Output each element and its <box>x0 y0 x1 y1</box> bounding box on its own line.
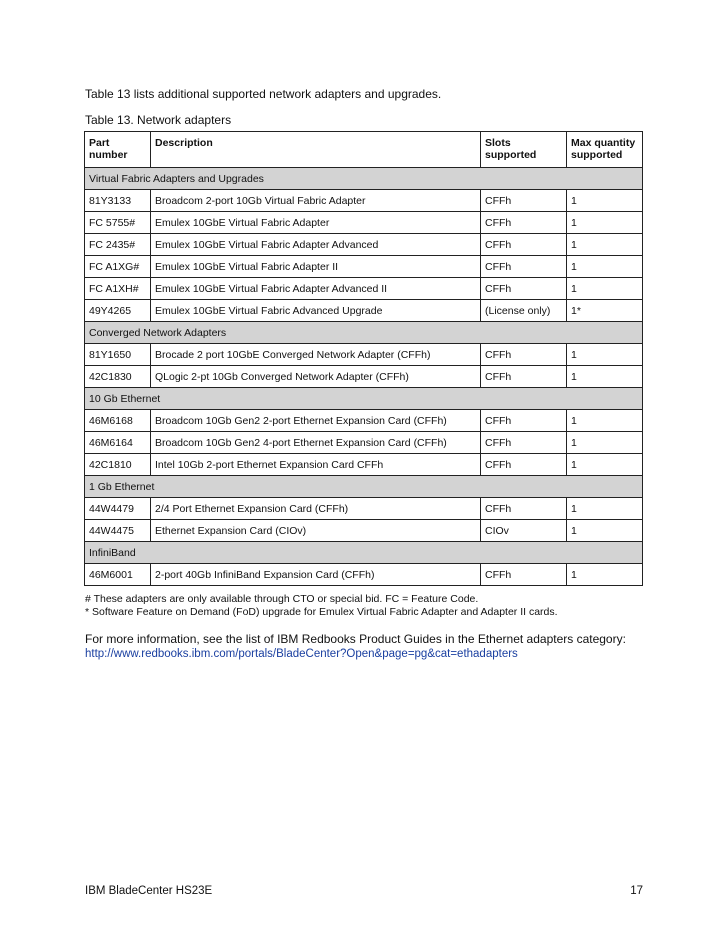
table-row <box>85 520 643 542</box>
cell-max-quantity: 1 <box>567 410 643 432</box>
cell-part-number: 46M6168 <box>85 410 151 432</box>
section-header-row <box>85 476 643 498</box>
more-info-text: For more information, see the list of IBM Redbooks Product Guides in the Ethernet adapters category: <box>85 632 626 646</box>
more-info <box>85 632 626 661</box>
cell-slots: CFFh <box>481 278 567 300</box>
cell-description: Brocade 2 port 10GbE Converged Network Adapter (CFFh) <box>151 344 481 366</box>
cell-max-quantity: 1 <box>567 212 643 234</box>
header-description: Description <box>151 132 481 168</box>
cell-part-number: FC 2435# <box>85 234 151 256</box>
cell-description: Intel 10Gb 2-port Ethernet Expansion Card CFFh <box>151 454 481 476</box>
cell-slots: CFFh <box>481 498 567 520</box>
footnote-hash: # These adapters are only available through CTO or special bid. FC = Feature Code. <box>85 593 479 605</box>
footer-title: IBM BladeCenter HS23E <box>85 885 213 897</box>
redbooks-link[interactable]: http://www.redbooks.ibm.com/portals/BladeCenter?Open&page=pg&cat=ethadapters <box>85 648 518 660</box>
cell-part-number: 42C1810 <box>85 454 151 476</box>
cell-description: 2-port 40Gb InfiniBand Expansion Card (CFFh) <box>151 564 481 586</box>
cell-part-number: 44W4479 <box>85 498 151 520</box>
page-number: 17 <box>630 885 643 897</box>
cell-description: Broadcom 10Gb Gen2 2-port Ethernet Expansion Card (CFFh) <box>151 410 481 432</box>
section-title: Converged Network Adapters <box>85 322 643 344</box>
cell-slots: CFFh <box>481 234 567 256</box>
section-header-row <box>85 322 643 344</box>
header-max-quantity: Max quantity supported <box>567 132 643 168</box>
cell-slots: CFFh <box>481 410 567 432</box>
cell-max-quantity: 1* <box>567 300 643 322</box>
table-caption: Table 13. Network adapters <box>85 113 232 127</box>
cell-part-number: 46M6164 <box>85 432 151 454</box>
cell-part-number: 44W4475 <box>85 520 151 542</box>
cell-part-number: 46M6001 <box>85 564 151 586</box>
section-header-row <box>85 168 643 190</box>
cell-max-quantity: 1 <box>567 234 643 256</box>
table-row <box>85 366 643 388</box>
section-header-row <box>85 542 643 564</box>
cell-max-quantity: 1 <box>567 278 643 300</box>
cell-description: Ethernet Expansion Card (CIOv) <box>151 520 481 542</box>
section-title: Virtual Fabric Adapters and Upgrades <box>85 168 643 190</box>
table-row <box>85 256 643 278</box>
table-row <box>85 234 643 256</box>
table-row <box>85 454 643 476</box>
cell-max-quantity: 1 <box>567 498 643 520</box>
intro-paragraph: Table 13 lists additional supported network adapters and upgrades. <box>85 87 442 101</box>
cell-slots: CFFh <box>481 190 567 212</box>
table-row <box>85 564 643 586</box>
table-row <box>85 410 643 432</box>
cell-slots: CFFh <box>481 454 567 476</box>
section-title: 1 Gb Ethernet <box>85 476 643 498</box>
cell-description: Emulex 10GbE Virtual Fabric Adapter Advanced II <box>151 278 481 300</box>
cell-part-number: FC 5755# <box>85 212 151 234</box>
cell-max-quantity: 1 <box>567 520 643 542</box>
table-row <box>85 278 643 300</box>
cell-description: QLogic 2-pt 10Gb Converged Network Adapter (CFFh) <box>151 366 481 388</box>
cell-slots: CFFh <box>481 212 567 234</box>
cell-slots: CFFh <box>481 432 567 454</box>
cell-description: Emulex 10GbE Virtual Fabric Adapter <box>151 212 481 234</box>
header-slots-supported: Slots supported <box>481 132 567 168</box>
cell-part-number: FC A1XH# <box>85 278 151 300</box>
table-header-row <box>85 132 643 168</box>
page-footer <box>85 885 643 897</box>
cell-part-number: FC A1XG# <box>85 256 151 278</box>
footnote-asterisk: * Software Feature on Demand (FoD) upgrade for Emulex Virtual Fabric Adapter and Adapter II cards. <box>85 606 558 618</box>
table-row <box>85 344 643 366</box>
cell-max-quantity: 1 <box>567 454 643 476</box>
cell-slots: CIOv <box>481 520 567 542</box>
cell-description: Broadcom 2-port 10Gb Virtual Fabric Adapter <box>151 190 481 212</box>
footnotes <box>85 593 558 619</box>
table-row <box>85 300 643 322</box>
cell-max-quantity: 1 <box>567 564 643 586</box>
cell-part-number: 81Y3133 <box>85 190 151 212</box>
network-adapters-table <box>84 131 643 586</box>
cell-description: Emulex 10GbE Virtual Fabric Adapter II <box>151 256 481 278</box>
cell-description: Emulex 10GbE Virtual Fabric Adapter Advanced <box>151 234 481 256</box>
cell-description: Broadcom 10Gb Gen2 4-port Ethernet Expansion Card (CFFh) <box>151 432 481 454</box>
cell-slots: CFFh <box>481 344 567 366</box>
header-part-number: Part number <box>85 132 151 168</box>
cell-max-quantity: 1 <box>567 190 643 212</box>
cell-description: 2/4 Port Ethernet Expansion Card (CFFh) <box>151 498 481 520</box>
cell-slots: CFFh <box>481 564 567 586</box>
cell-max-quantity: 1 <box>567 256 643 278</box>
cell-part-number: 49Y4265 <box>85 300 151 322</box>
cell-max-quantity: 1 <box>567 366 643 388</box>
cell-slots: CFFh <box>481 366 567 388</box>
cell-slots: (License only) <box>481 300 567 322</box>
table-row <box>85 212 643 234</box>
cell-slots: CFFh <box>481 256 567 278</box>
cell-part-number: 81Y1650 <box>85 344 151 366</box>
section-header-row <box>85 388 643 410</box>
cell-max-quantity: 1 <box>567 432 643 454</box>
section-title: InfiniBand <box>85 542 643 564</box>
table-row <box>85 432 643 454</box>
table-row <box>85 498 643 520</box>
cell-part-number: 42C1830 <box>85 366 151 388</box>
cell-description: Emulex 10GbE Virtual Fabric Advanced Upgrade <box>151 300 481 322</box>
table-row <box>85 190 643 212</box>
cell-max-quantity: 1 <box>567 344 643 366</box>
section-title: 10 Gb Ethernet <box>85 388 643 410</box>
